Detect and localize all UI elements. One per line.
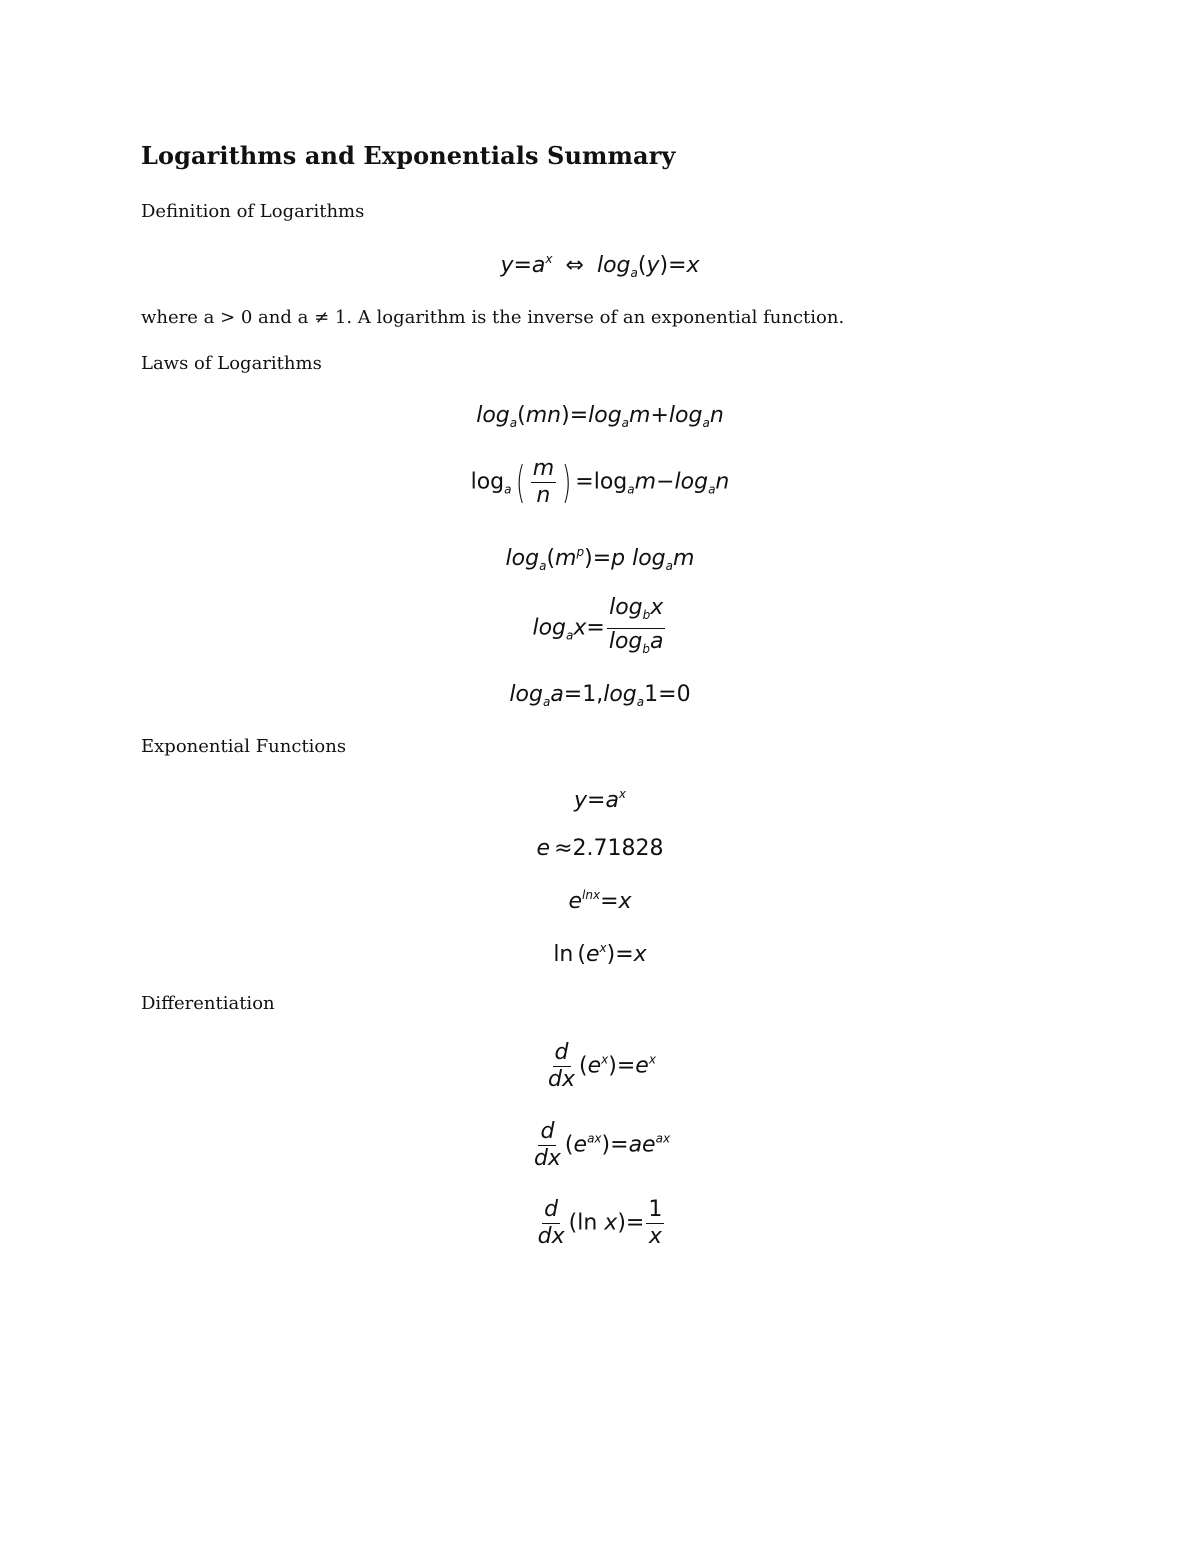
equation-derivative-ex: $\frac{d}{dx}$ $(e^x)=e^x$ <box>548 1040 656 1092</box>
fraction-d-dx: $\frac{d}{dx}$ <box>548 1040 576 1092</box>
equation-e-value: e ≈2.71828 <box>536 836 664 861</box>
heading-definition: Definition of Logarithms <box>141 201 365 222</box>
equation-special-values: $\log_aa=1,\log_a1=0$ <box>509 682 691 709</box>
fraction-d-dx: $\frac{d}{dx}$ <box>533 1119 561 1171</box>
fraction-d-dx: $\frac{d}{dx}$ <box>537 1197 565 1249</box>
fraction-m-over-n: $\frac{m}{n}$ <box>532 456 555 508</box>
equation-definition: $y=a^x$ ⇔ $\log_a(y)=x$ <box>500 252 700 280</box>
equation-product-law: $\log_a(mn)=\log_am+\log_an$ <box>476 403 724 430</box>
equation-power-law: $\log_a(m^p)=p$ $\log_am$ <box>505 545 695 573</box>
equation-e-to-lnx: $e^{lnx}=x$ <box>568 888 632 914</box>
heading-laws: Laws of Logarithms <box>141 353 322 374</box>
equation-ln-of-ex: $\ln (e^x)=x$ <box>553 941 647 967</box>
equation-quotient-law: $\log_a$( $\frac{m}{n}$ ) $=\log_am-\log_an$ <box>470 456 730 508</box>
page-title: Logarithms and Exponentials Summary <box>141 141 676 170</box>
equation-derivative-lnx: $\frac{d}{dx}$ (ln x)= $\frac{1}{x}$ <box>537 1197 663 1249</box>
equation-exponential-function: $y=a^x$ <box>573 787 627 813</box>
equation-change-of-base: $\log_ax=$ $\frac{\log_bx}{\log_ba}$ <box>0 595 1200 662</box>
fraction-change-of-base: $\frac{\log_bx}{\log_ba}$ <box>608 595 664 656</box>
heading-differentiation: Differentiation <box>141 993 275 1014</box>
fraction-1-over-x: $\frac{1}{x}$ <box>648 1197 663 1249</box>
definition-note: where a > 0 and a ≠ 1. A logarithm is the inverse of an exponential function. <box>141 307 845 328</box>
equation-derivative-eax: $\frac{d}{dx}$ $(e^{ax})=ae^{ax}$ <box>533 1119 671 1171</box>
heading-exponential: Exponential Functions <box>141 736 347 757</box>
